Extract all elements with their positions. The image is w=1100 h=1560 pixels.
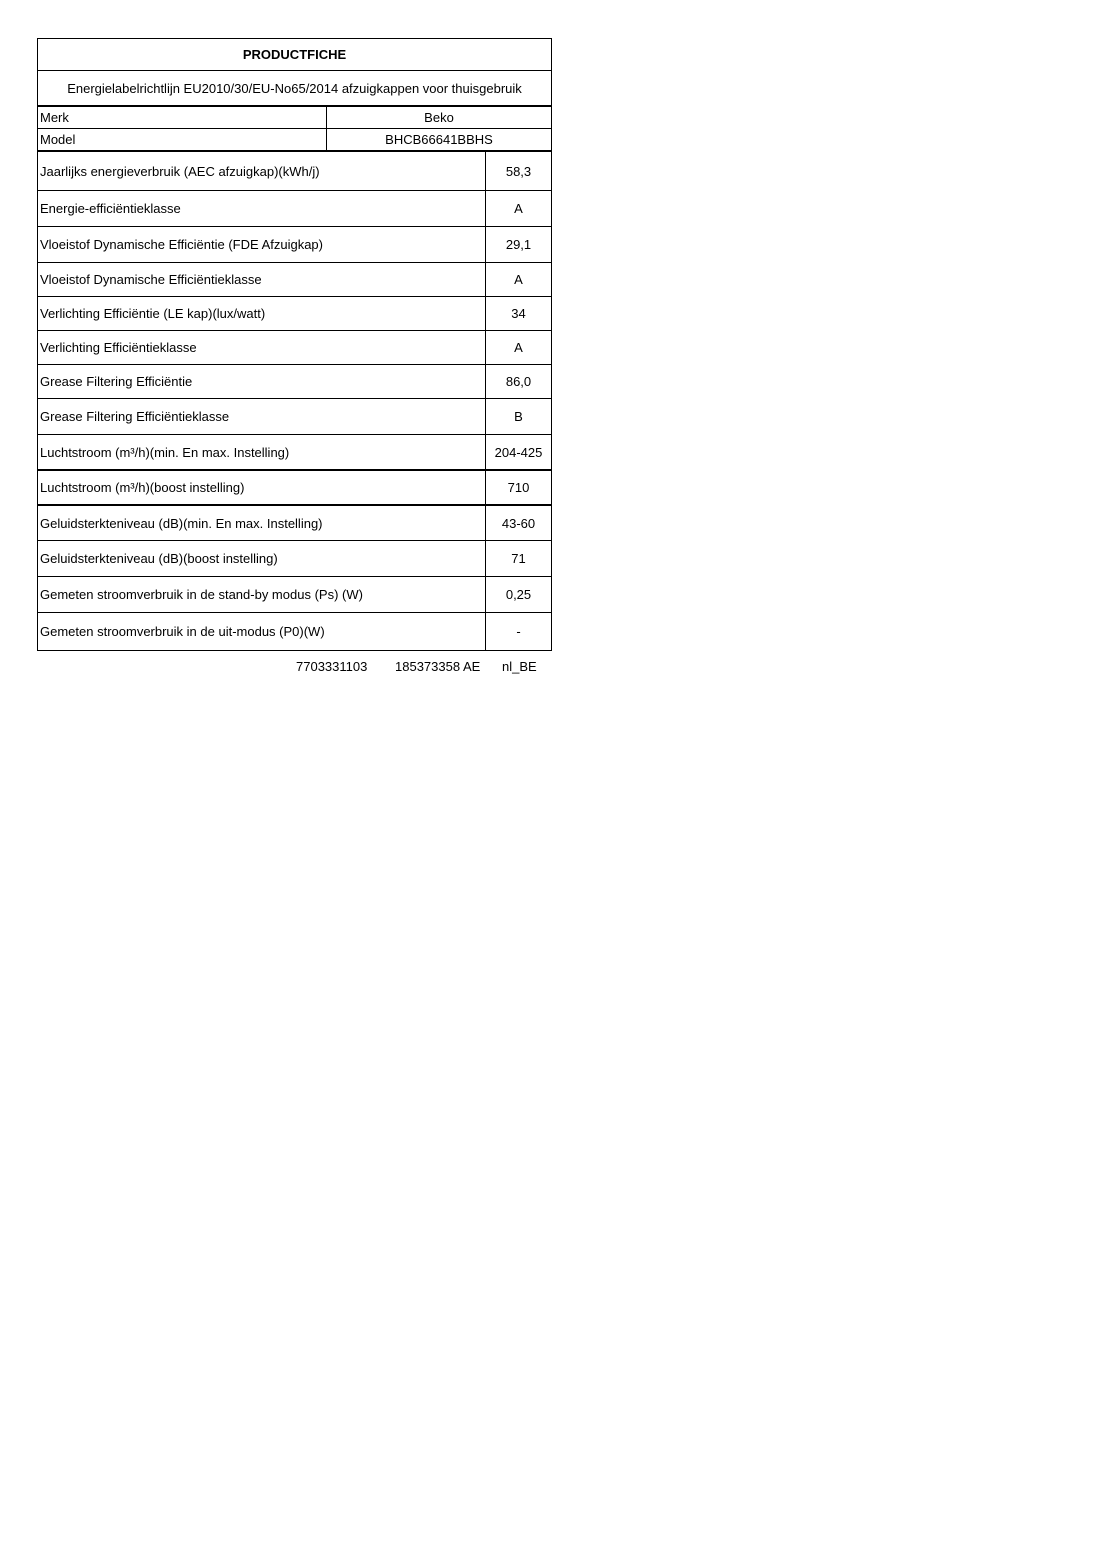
fiche-title: PRODUCTFICHE — [38, 39, 551, 71]
spec-row-grease-efficiency — [38, 365, 551, 399]
spec-label: Verlichting Efficiëntieklasse — [38, 331, 486, 364]
footer-locale: nl_BE — [502, 659, 537, 674]
spec-row-grease-class — [38, 399, 551, 435]
spec-label: Luchtstroom (m³/h)(boost instelling) — [38, 471, 486, 504]
fiche-directive: Energielabelrichtlijn EU2010/30/EU-No65/2014 afzuigkappen voor thuisgebruik — [38, 71, 551, 107]
brand-row — [38, 107, 551, 129]
spec-row-lighting-class — [38, 331, 551, 365]
footer-code-1: 7703331103 — [296, 659, 368, 674]
spec-value: - — [516, 624, 521, 639]
spec-row-fde — [38, 227, 551, 263]
spec-value: 34 — [511, 306, 526, 321]
spec-value: 58,3 — [505, 163, 532, 179]
spec-value: 43-60 — [501, 515, 536, 531]
spec-row-airflow — [38, 435, 551, 471]
spec-row-energy-class — [38, 191, 551, 227]
spec-row-noise — [38, 506, 551, 541]
spec-label: Jaarlijks energieverbruik (AEC afzuigkap)(kWh/j) — [38, 152, 486, 190]
model-label: Model — [38, 129, 327, 150]
product-fiche — [37, 38, 552, 675]
spec-label: Grease Filtering Efficiëntie — [38, 365, 486, 398]
model-row — [38, 129, 551, 152]
spec-label: Vloeistof Dynamische Efficiëntie (FDE Afzuigkap) — [38, 227, 486, 262]
spec-label: Verlichting Efficiëntie (LE kap)(lux/watt) — [38, 297, 486, 330]
spec-value: A — [514, 201, 523, 216]
spec-row-standby-power — [38, 577, 551, 613]
spec-row-lighting-efficiency — [38, 297, 551, 331]
spec-value: 0,25 — [505, 587, 532, 602]
spec-row-fde-class — [38, 263, 551, 297]
spec-value: 29,1 — [505, 237, 532, 252]
brand-label: Merk — [38, 107, 327, 128]
spec-value: 71 — [511, 551, 526, 566]
spec-row-off-power — [38, 613, 551, 650]
spec-label: Vloeistof Dynamische Efficiëntieklasse — [38, 263, 486, 296]
spec-label: Geluidsterkteniveau (dB)(boost instelling) — [38, 541, 486, 576]
spec-label: Gemeten stroomverbruik in de uit-modus (P0)(W) — [38, 613, 486, 650]
spec-label: Gemeten stroomverbruik in de stand-by modus (Ps) (W) — [38, 577, 486, 612]
spec-label: Geluidsterkteniveau (dB)(min. En max. Instelling) — [38, 506, 486, 540]
footer-code-2: 185373358 AE — [395, 659, 481, 674]
brand-value: Beko — [424, 110, 454, 125]
spec-row-annual-energy — [38, 152, 551, 191]
product-fiche-table — [37, 38, 552, 651]
spec-value: 710 — [507, 480, 530, 495]
document-footer — [37, 651, 552, 675]
model-value: BHCB66641BBHS — [385, 132, 493, 147]
spec-label: Grease Filtering Efficiëntieklasse — [38, 399, 486, 434]
spec-label: Energie-efficiëntieklasse — [38, 191, 486, 226]
spec-value: A — [514, 340, 523, 355]
spec-value: 204-425 — [494, 444, 543, 460]
spec-value: B — [514, 409, 523, 424]
spec-label: Luchtstroom (m³/h)(min. En max. Instelling) — [38, 435, 486, 469]
spec-value: A — [514, 272, 523, 287]
spec-row-noise-boost — [38, 541, 551, 577]
spec-row-airflow-boost — [38, 471, 551, 506]
spec-value: 86,0 — [505, 374, 532, 389]
